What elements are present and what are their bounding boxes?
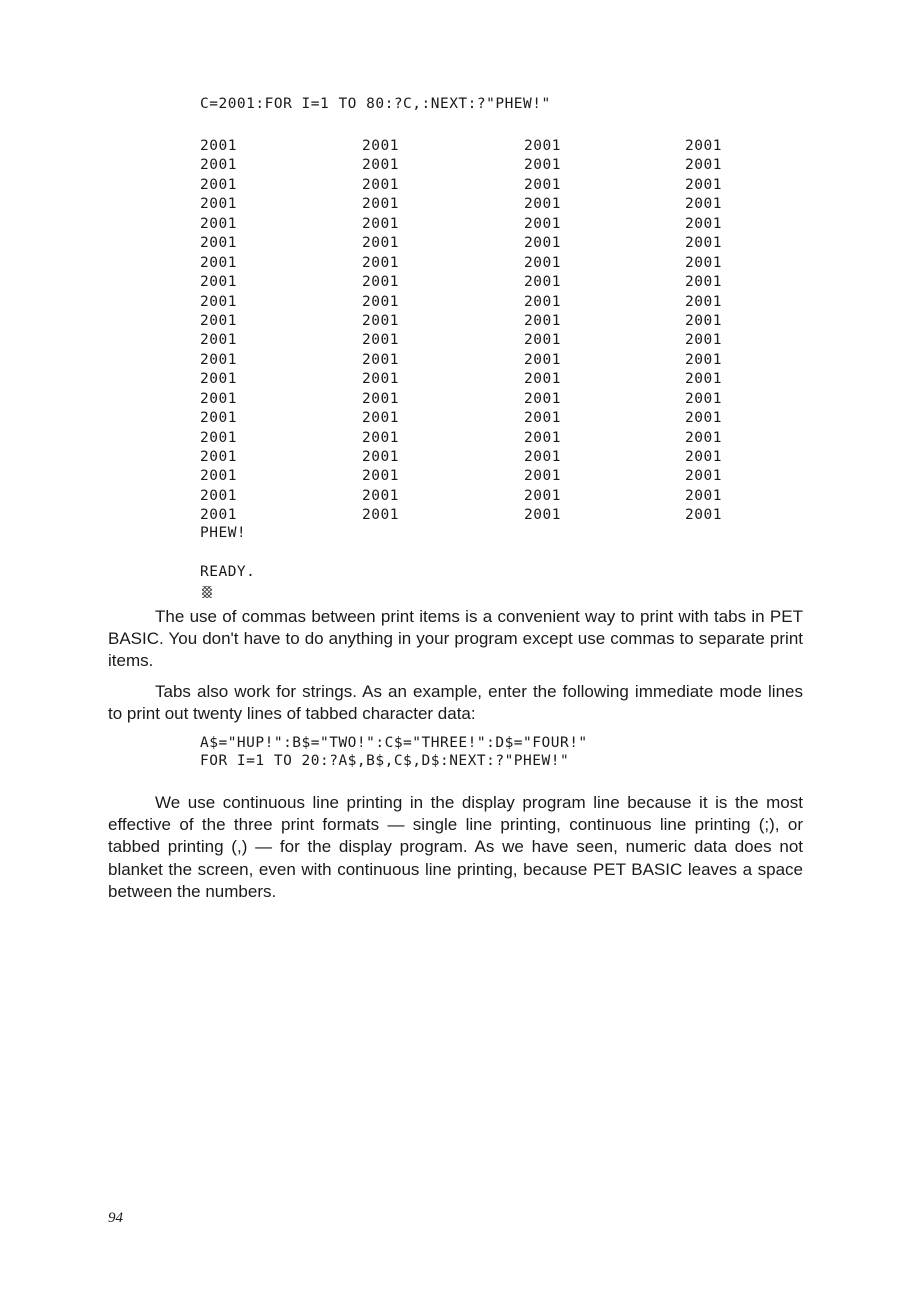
output-cell: 2001 bbox=[362, 235, 399, 252]
cursor-icon bbox=[202, 586, 212, 598]
output-cell: 2001 bbox=[362, 449, 399, 465]
paragraph-continuous: We use continuous line printing in the display program line because it is the most effective of the three print formats — single line printing, continuous line printing (;), or tabbed printing (,) — for the display program. As we have seen, numeric data does not blanket the screen, even with continuous line printing, because PET BASIC leaves a space between the numbers. bbox=[108, 793, 803, 901]
output-cell: 2001 bbox=[685, 215, 722, 232]
output-cell: 2001 bbox=[524, 449, 561, 465]
output-cell: 2001 bbox=[685, 332, 722, 349]
output-cell: 2001 bbox=[524, 410, 561, 427]
output-cell: 2001 bbox=[200, 507, 237, 524]
output-cell: 2001 bbox=[524, 176, 561, 193]
output-cell: 2001 bbox=[200, 487, 237, 504]
output-cell: 2001 bbox=[362, 487, 399, 504]
numeric-output-grid bbox=[200, 137, 745, 526]
output-cell: 2001 bbox=[200, 410, 237, 427]
output-cell: 2001 bbox=[362, 332, 399, 349]
output-cell: 2001 bbox=[362, 468, 399, 485]
output-cell: 2001 bbox=[685, 196, 722, 213]
page-number: 94 bbox=[108, 1210, 123, 1226]
output-cell: 2001 bbox=[200, 235, 237, 252]
output-cell: 2001 bbox=[685, 254, 722, 271]
paragraph-commas: The use of commas between print items is a convenient way to print with tabs in PET BASIC. You don't have to do anything in your program except use commas to separate print items. bbox=[108, 607, 803, 671]
output-cell: 2001 bbox=[524, 487, 561, 504]
output-cell: 2001 bbox=[362, 507, 399, 524]
output-cell: 2001 bbox=[362, 351, 399, 368]
output-cell: 2001 bbox=[362, 274, 399, 291]
output-cell: 2001 bbox=[362, 410, 399, 427]
output-cell: 2001 bbox=[524, 468, 561, 485]
output-cell: 2001 bbox=[200, 332, 237, 349]
output-cell: 2001 bbox=[524, 138, 561, 154]
output-cell: 2001 bbox=[524, 312, 561, 329]
output-cell: 2001 bbox=[362, 215, 399, 232]
output-cell: 2001 bbox=[685, 507, 722, 524]
output-cell: 2001 bbox=[524, 215, 561, 232]
code-line-assign: A$="HUP!":B$="TWO!":C$="THREE!":D$="FOUR!" bbox=[200, 735, 588, 751]
output-cell: 2001 bbox=[524, 235, 561, 252]
output-cell: 2001 bbox=[524, 351, 561, 368]
output-cell: 2001 bbox=[685, 410, 722, 427]
phew-output: PHEW! bbox=[200, 525, 247, 541]
output-cell: 2001 bbox=[685, 235, 722, 252]
output-cell: 2001 bbox=[685, 138, 722, 154]
output-cell: 2001 bbox=[362, 390, 399, 407]
output-cell: 2001 bbox=[200, 293, 237, 310]
output-cell: 2001 bbox=[685, 176, 722, 193]
output-cell: 2001 bbox=[200, 254, 237, 271]
output-cell: 2001 bbox=[524, 274, 561, 291]
output-cell: 2001 bbox=[524, 507, 561, 524]
output-cell: 2001 bbox=[685, 312, 722, 329]
output-cell: 2001 bbox=[524, 293, 561, 310]
output-cell: 2001 bbox=[200, 468, 237, 485]
output-cell: 2001 bbox=[524, 371, 561, 388]
output-cell: 2001 bbox=[200, 429, 237, 446]
output-cell: 2001 bbox=[362, 371, 399, 388]
output-cell: 2001 bbox=[524, 254, 561, 271]
ready-prompt: READY. bbox=[200, 564, 256, 580]
output-cell: 2001 bbox=[200, 215, 237, 232]
output-cell: 2001 bbox=[685, 449, 722, 465]
output-cell: 2001 bbox=[362, 429, 399, 446]
output-cell: 2001 bbox=[362, 254, 399, 271]
output-cell: 2001 bbox=[524, 390, 561, 407]
output-cell: 2001 bbox=[200, 351, 237, 368]
output-cell: 2001 bbox=[685, 371, 722, 388]
output-cell: 2001 bbox=[524, 157, 561, 174]
code-line-loop: FOR I=1 TO 20:?A$,B$,C$,D$:NEXT:?"PHEW!" bbox=[200, 753, 570, 769]
output-cell: 2001 bbox=[362, 138, 399, 154]
output-cell: 2001 bbox=[200, 312, 237, 329]
output-cell: 2001 bbox=[685, 157, 722, 174]
output-cell: 2001 bbox=[524, 429, 561, 446]
output-cell: 2001 bbox=[362, 312, 399, 329]
output-cell: 2001 bbox=[524, 332, 561, 349]
output-cell: 2001 bbox=[685, 274, 722, 291]
output-cell: 2001 bbox=[685, 351, 722, 368]
output-cell: 2001 bbox=[362, 293, 399, 310]
output-cell: 2001 bbox=[200, 157, 237, 174]
output-cell: 2001 bbox=[362, 176, 399, 193]
output-cell: 2001 bbox=[685, 487, 722, 504]
output-cell: 2001 bbox=[685, 390, 722, 407]
paragraph-strings: Tabs also work for strings. As an example, enter the following immediate mode lines to print out twenty lines of tabbed character data: bbox=[108, 682, 803, 724]
output-cell: 2001 bbox=[200, 371, 237, 388]
output-cell: 2001 bbox=[200, 449, 237, 465]
output-cell: 2001 bbox=[200, 390, 237, 407]
output-cell: 2001 bbox=[524, 196, 561, 213]
output-cell: 2001 bbox=[685, 468, 722, 485]
basic-command-line: C=2001:FOR I=1 TO 80:?C,:NEXT:?"PHEW!" bbox=[200, 96, 551, 112]
output-cell: 2001 bbox=[685, 293, 722, 310]
output-cell: 2001 bbox=[362, 157, 399, 174]
output-cell: 2001 bbox=[685, 429, 722, 446]
output-cell: 2001 bbox=[200, 274, 237, 291]
output-cell: 2001 bbox=[200, 196, 237, 213]
output-cell: 2001 bbox=[200, 138, 237, 154]
output-cell: 2001 bbox=[362, 196, 399, 213]
output-cell: 2001 bbox=[200, 176, 237, 193]
